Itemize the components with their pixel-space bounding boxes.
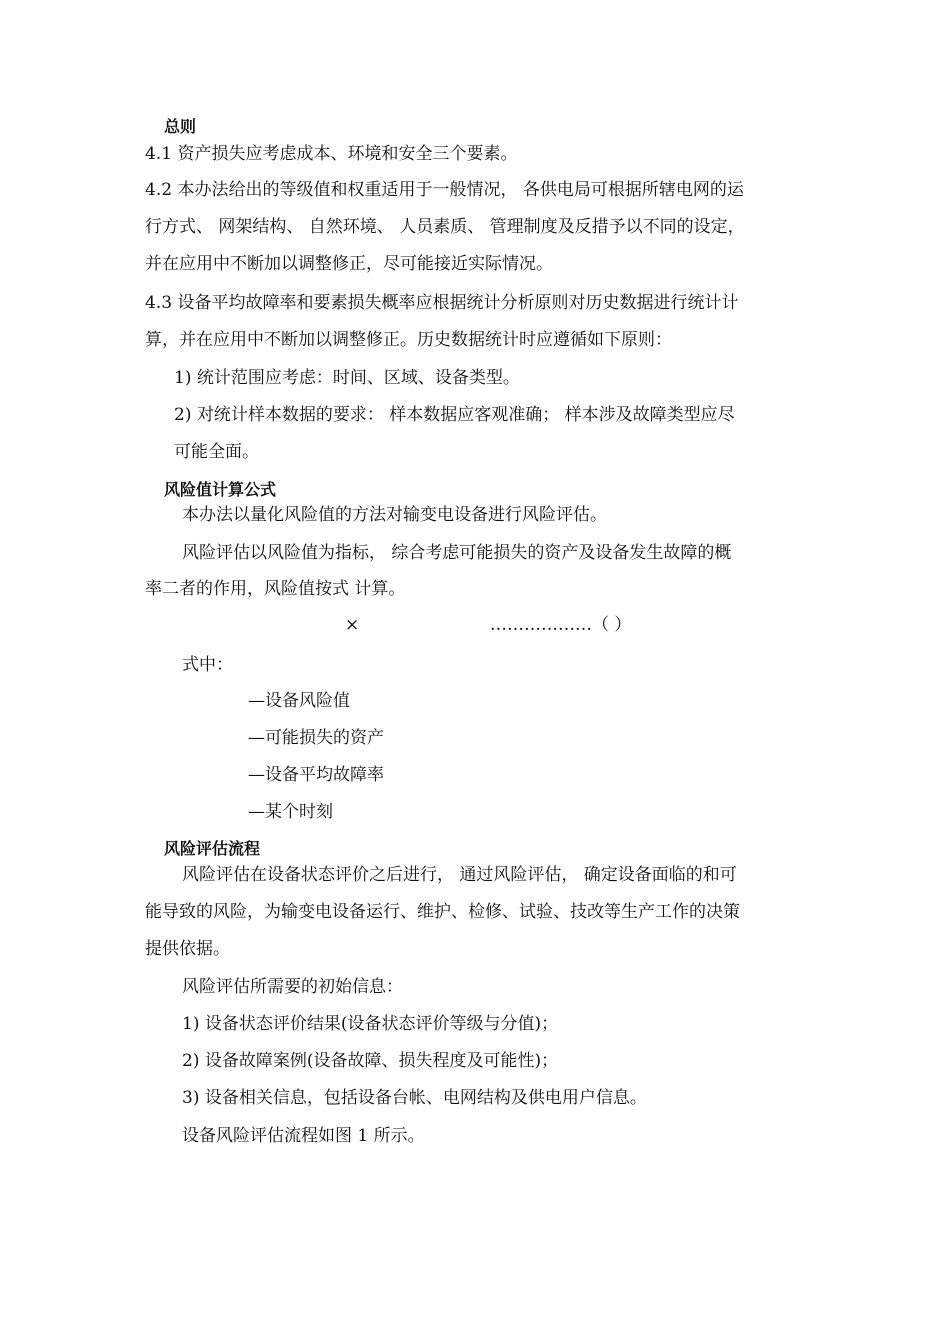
paragraph-4-1: 4.1 资产损失应考虑成本、环境和安全三个要素。 [145,144,518,164]
formula-paragraph-2-line-2: 率二者的作用，风险值按式 计算。 [145,579,406,599]
formula-where-label: 式中： [182,655,233,675]
process-paragraph-1-line-2: 能导致的风险，为输变电设备运行、维护、检修、试验、技改等生产工作的决策 [145,902,740,922]
paragraph-4-2-line-2: 行方式、 网架结构、 自然环境、 人员素质、 管理制度及反措予以不同的设定， [145,217,745,237]
paragraph-4-2-line-1: 4.2 本办法给出的等级值和权重适用于一般情况， 各供电局可根据所辖电网的运 [145,180,744,200]
formula-def-3: —设备平均故障率 [248,765,384,785]
formula-def-1: —设备风险值 [248,691,350,711]
process-item-2: 2) 设备故障案例(设备故障、损失程度及可能性)； [182,1051,559,1071]
list-item-2-line-2: 可能全面。 [174,442,259,462]
formula-paragraph-1: 本办法以量化风险值的方法对输变电设备进行风险评估。 [182,505,607,525]
list-item-1: 1) 统计范围应考虑：时间、区域、设备类型。 [174,368,520,388]
formula-def-2: —可能损失的资产 [248,728,384,748]
process-paragraph-3: 设备风险评估流程如图 1 所示。 [182,1126,425,1146]
process-item-3: 3) 设备相关信息，包括设备台帐、电网结构及供电用户信息。 [182,1088,647,1108]
heading-formula: 风险值计算公式 [164,480,277,499]
paragraph-4-3-line-1: 4.3 设备平均故障率和要素损失概率应根据统计分析原则对历史数据进行统计计 [145,293,739,313]
heading-general: 总则 [164,117,197,136]
paragraph-4-3-line-2: 算，并在应用中不断加以调整修正。历史数据统计时应遵循如下原则： [145,330,672,350]
process-paragraph-2: 风险评估所需要的初始信息： [182,977,403,997]
list-item-2-line-1: 2) 对统计样本数据的要求： 样本数据应客观准确； 样本涉及故障类型应尽 [174,405,735,425]
process-paragraph-1-line-3: 提供依据。 [145,939,230,959]
formula-equation-number: ………………（ ） [490,615,632,635]
process-item-1: 1) 设备状态评价结果(设备状态评价等级与分值)； [182,1014,559,1034]
process-paragraph-1-line-1: 风险评估在设备状态评价之后进行， 通过风险评估， 确定设备面临的和可 [182,865,737,885]
formula-times-sign: × [345,615,360,635]
formula-def-4: —某个时刻 [248,802,333,822]
formula-paragraph-2-line-1: 风险评估以风险值为指标， 综合考虑可能损失的资产及设备发生故障的概 [182,543,732,563]
heading-process: 风险评估流程 [164,839,261,858]
paragraph-4-2-line-3: 并在应用中不断加以调整修正，尽可能接近实际情况。 [145,254,553,274]
